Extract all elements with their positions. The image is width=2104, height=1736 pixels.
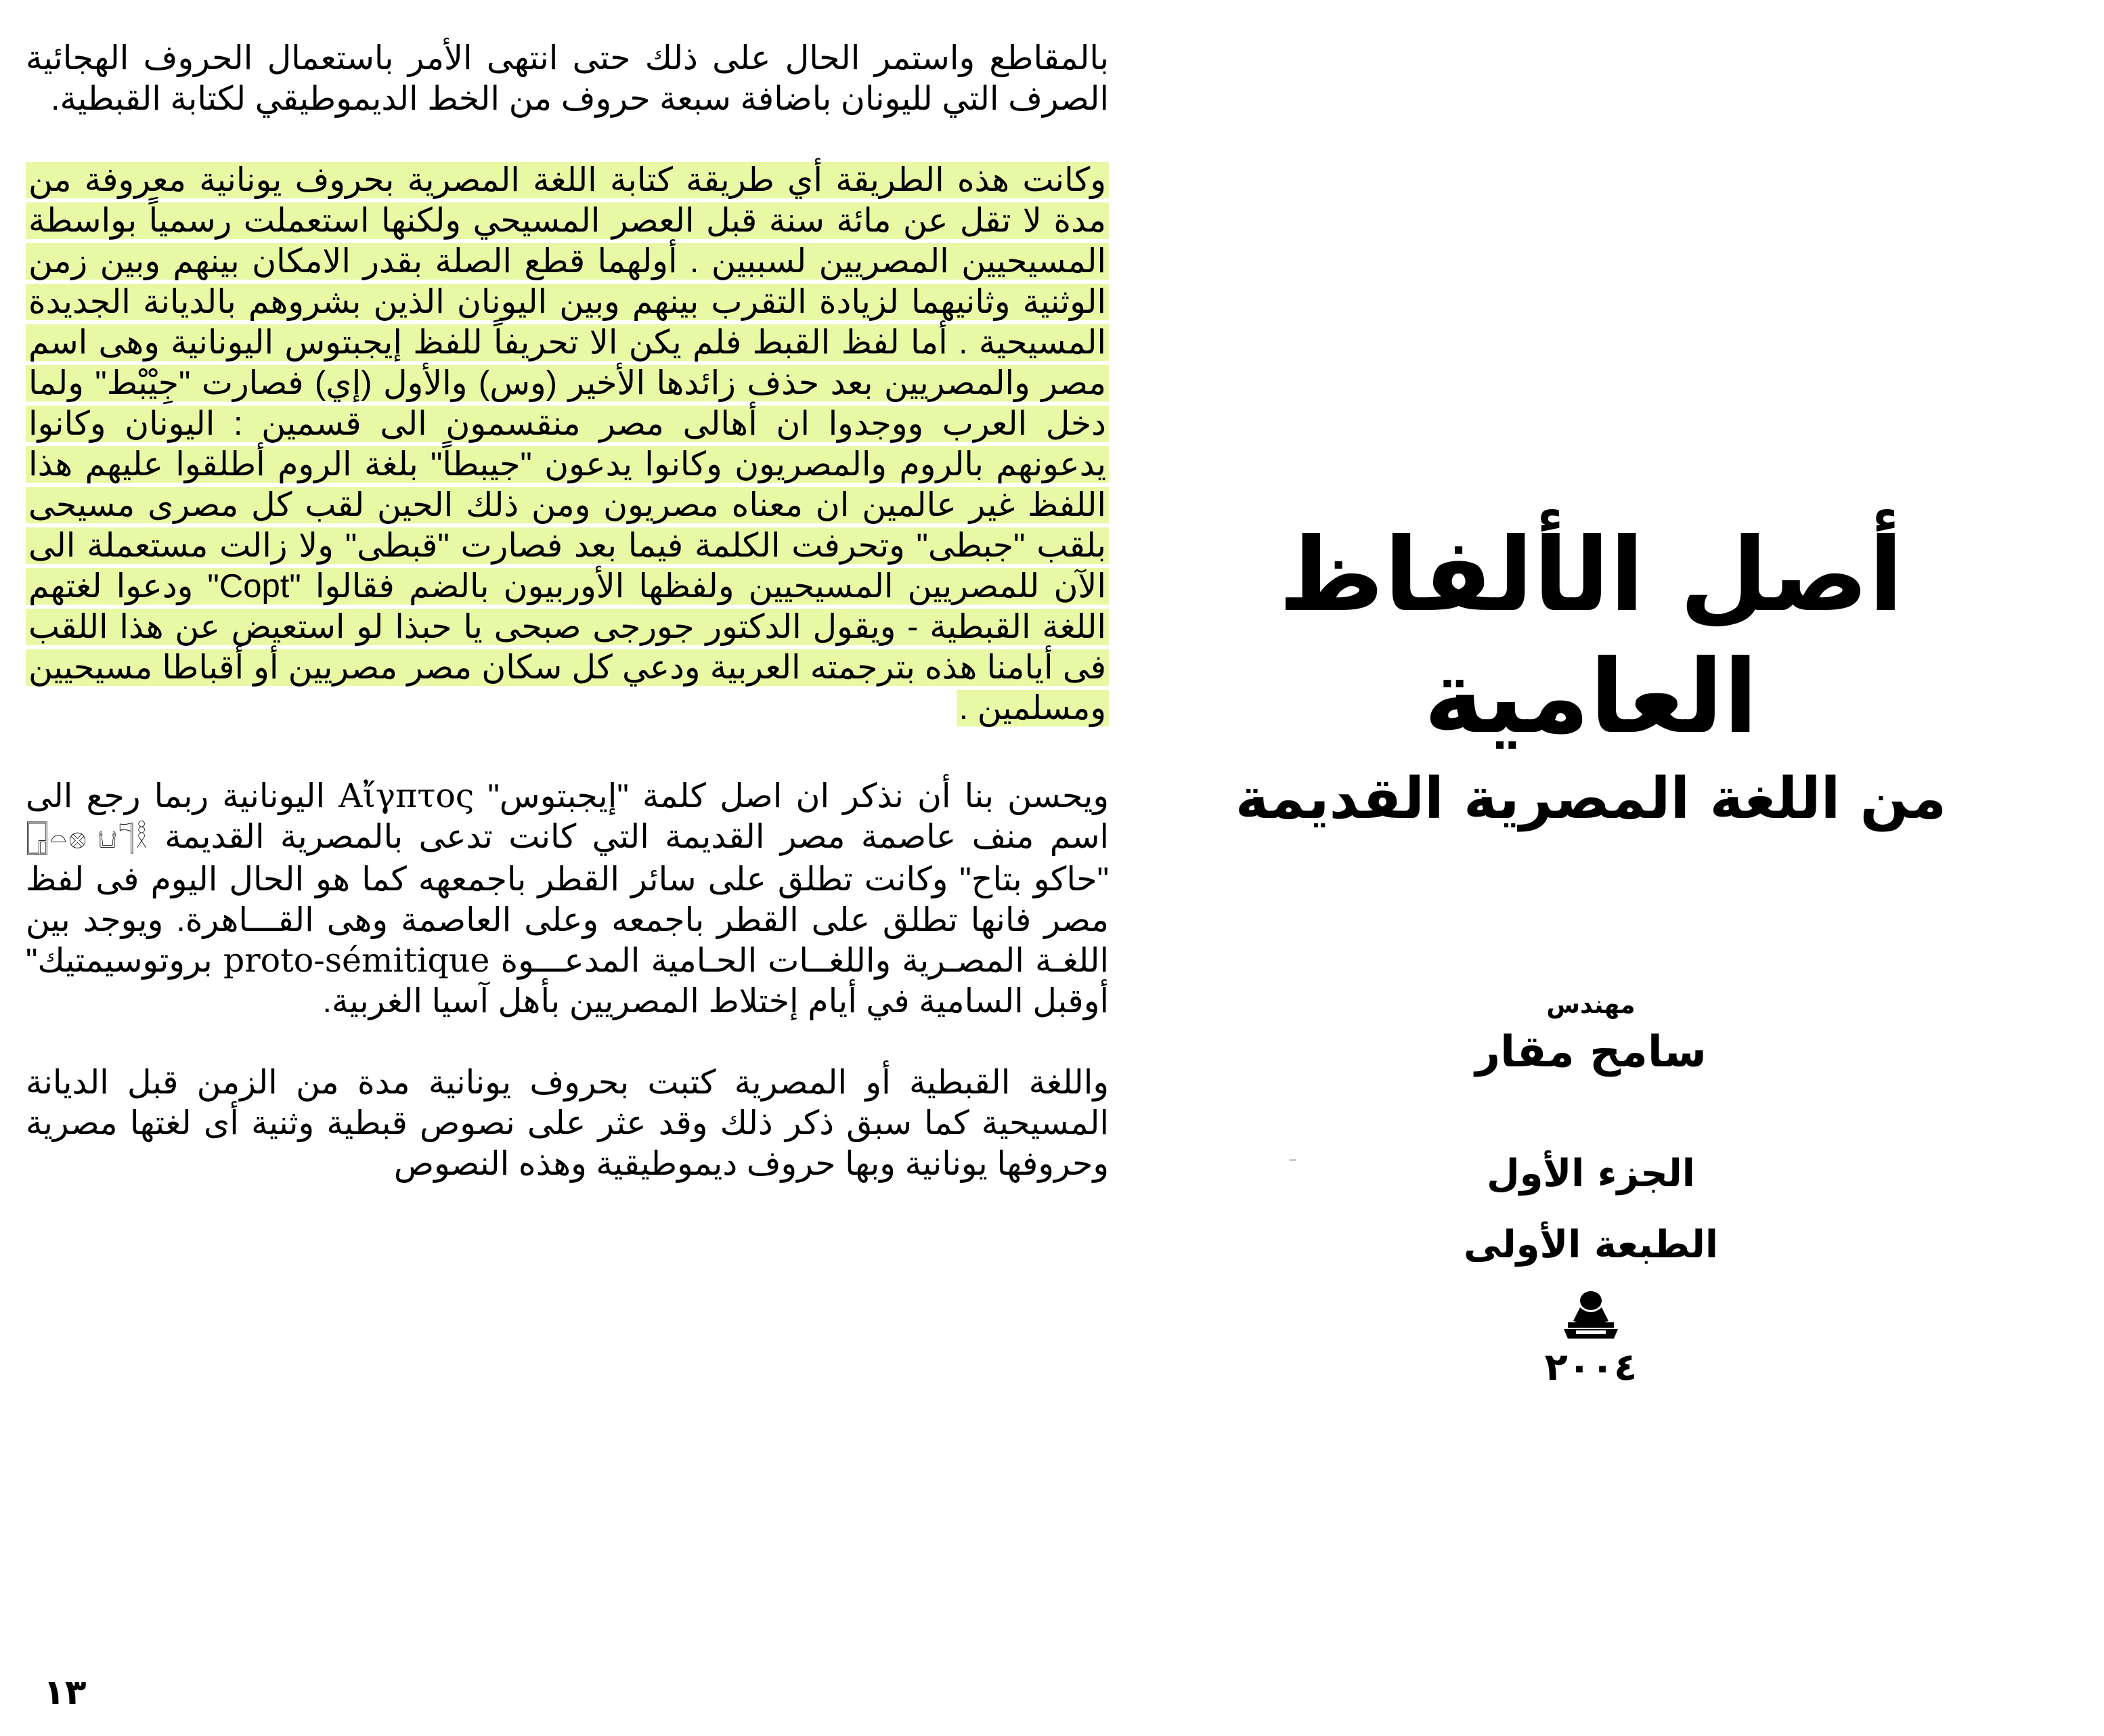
latin-term: proto-sémitique	[223, 941, 490, 980]
paragraph-1: بالمقاطع واستمر الحال على ذلك حتى انتهى الأمر باستعمال الحروف الهجائية الصرف التي لليونان باضافة سبعة حروف من الخط الديموطيقي لكتابة القبطية.	[26, 40, 1109, 117]
volume-part: الجزء الأول	[1487, 1152, 1695, 1196]
publisher-logo-icon	[1560, 1287, 1622, 1341]
publication-year: ٢٠٠٤	[1544, 1345, 1638, 1389]
paragraph-3	[26, 776, 1109, 1022]
greek-word: Αἴγπτος	[338, 777, 475, 815]
highlighted-text: وكانت هذه الطريقة أي طريقة كتابة اللغة المصرية بحروف يونانية معروفة من مدة لا تقل عن مائة سنة قبل العصر المسيحي ولكنها استعملت رسمياً بواسطة المسيحيين المصريين لسببين . أولهما قطع الصلة بقدر الامكان بينهم وبين زمن الوثنية وثانيهما لزيادة التقرب بينهم وبين اليونان الذين بشروهم بالديانة الجديدة المسيحية . أما لفظ القبط فلم يكن الا تحريفاً للفظ إيجبتوس اليونانية وهى اسم مصر والمصريين بعد حذف زائدها الأخير (وس) والأول (إي) فصارت "جِيْبْط" ولما دخل العرب ووجدوا ان أهالى مصر منقسمون الى قسمين : اليونان وكانوا يدعونهم بالروم والمصريون وكانوا يدعون "جيبطاً" بلغة الروم أطلقوا عليهم هذا اللفظ غير عالمين ان معناه مصريون ومن ذلك الحين لقب كل مصرى مسيحى بلقب "جبطى" وتحرفت الكلمة فيما بعد فصارت "قبطى" ولا زالت مستعملة الى الآن للمصريين المسيحيين ولفظها الأوربيون بالضم فقالوا "Copt" ودعوا لغتهم اللغة القبطية - ويقول الدكتور جورجى صبحى يا حبذا لو استعيض عن هذا اللقب فى أيامنا هذه بترجمته العربية ودعي كل سكان مصر مصريين أو أقباطا مسيحيين ومسلمين .	[26, 162, 1109, 726]
paragraph-4: واللغة القبطية أو المصرية كتبت بحروف يونانية مدة من الزمن قبل الديانة المسيحية كما سبق ذكر ذلك وقد عثر على نصوص قبطية وثنية أى لغتها مصرية وحروفها يونانية وبها حروف ديموطيقية وهذه النصوص	[26, 1064, 1109, 1182]
paragraph-3-part-1: ويحسن بنا أن نذكر ان اصل كلمة "إيجبتوس"	[474, 778, 1109, 815]
author-name: سامح مقار	[1475, 1027, 1707, 1077]
page-number: ١٣	[43, 1672, 87, 1713]
edition: الطبعة الأولى	[1463, 1223, 1719, 1267]
paragraph-3-part-3: "حاكو بتاح" وكانت تطلق على سائر القطر باجمعهه كما هو الحال اليوم فى لفظ مصر فانها تطلق على القطر باجمعه وعلى العاصمة وهى القـــاهرة. ويوجد بين اللغـة المصـرية واللغــات الحـامية المدعـــوة	[26, 861, 1109, 979]
scan-speck	[1290, 1159, 1296, 1161]
author-role: مهندس	[1546, 991, 1636, 1019]
cover-title: أصل الألفاظ العامية	[1278, 517, 1904, 756]
page-text-column	[26, 38, 1109, 1184]
cover-subtitle: من اللغة المصرية القديمة	[1235, 765, 1947, 831]
paragraph-2-highlighted	[26, 160, 1109, 729]
paragraph-3-part-4: بروتوسيمتيك" أوقبل السامية في أيام إختلاط المصريين بأهل آسيا الغربية.	[26, 942, 1109, 1020]
paragraph-3-part-2: اليونانية ربما رجع الى اسم منف عاصمة مصر القديمة التي كانت تدعى بالمصرية القديمة	[26, 778, 1109, 855]
hieroglyph-group: 𓉗𓏏𓊖 𓂓𓊹𓎛	[26, 823, 149, 854]
book-cover	[1164, 515, 2017, 1389]
